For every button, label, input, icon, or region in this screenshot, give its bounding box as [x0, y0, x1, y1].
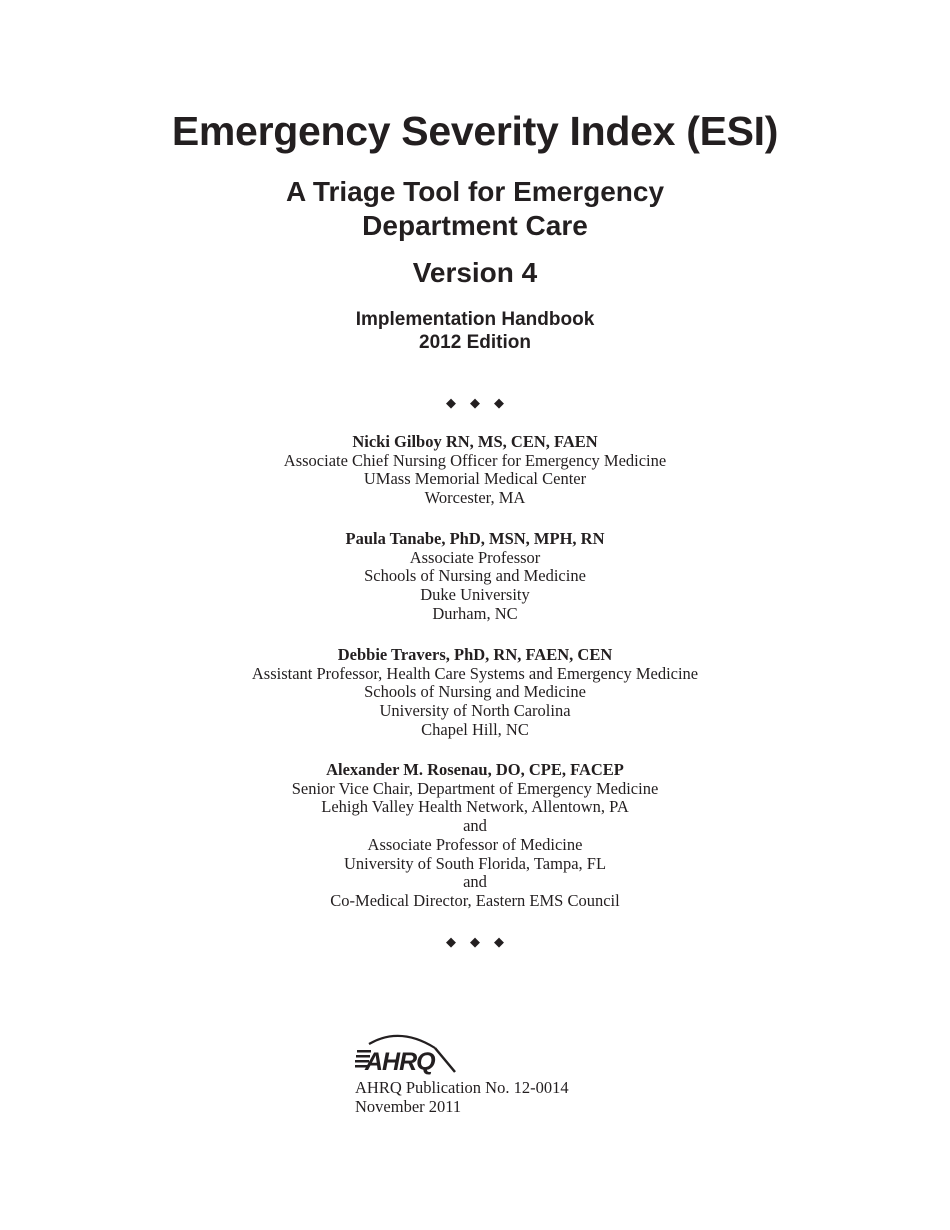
author-name: Nicki Gilboy RN, MS, CEN, FAEN	[352, 432, 598, 451]
author-affiliation: Durham, NC	[432, 603, 518, 623]
handbook-edition	[0, 308, 950, 354]
author-block	[0, 646, 950, 740]
handbook-line: Implementation Handbook	[355, 309, 595, 330]
author-affiliation: Associate Professor of Medicine	[367, 834, 583, 854]
author-name: Paula Tanabe, PhD, MSN, MPH, RN	[345, 529, 605, 548]
publication-date: November 2011	[355, 1097, 462, 1116]
author-affiliation: Schools of Nursing and Medicine	[364, 682, 586, 702]
author-affiliation: and	[463, 816, 487, 836]
author-affiliation: University of South Florida, Tampa, FL	[343, 853, 607, 873]
edition-line: 2012 Edition	[419, 332, 531, 353]
author-affiliation: Lehigh Valley Health Network, Allentown, PA	[321, 797, 629, 817]
author-block	[0, 530, 950, 624]
subtitle-line: Department Care	[362, 210, 588, 241]
author-block	[0, 433, 950, 508]
author-affiliation: Associate Chief Nursing Officer for Emergency Medicine	[283, 450, 667, 470]
author-affiliation: Duke University	[420, 585, 530, 605]
author-affiliation: Schools of Nursing and Medicine	[364, 566, 586, 586]
author-affiliation: Senior Vice Chair, Department of Emergency Medicine	[291, 778, 659, 798]
diamond-separator: ◆◆◆	[446, 395, 518, 410]
author-affiliation: Co-Medical Director, Eastern EMS Council	[330, 890, 620, 910]
publisher-block	[355, 1030, 569, 1116]
document-subtitle	[0, 175, 950, 243]
author-name: Alexander M. Rosenau, DO, CPE, FACEP	[326, 760, 624, 779]
author-name: Debbie Travers, PhD, RN, FAEN, CEN	[337, 645, 613, 664]
author-block	[0, 761, 950, 911]
document-title: Emergency Severity Index (ESI)	[171, 108, 779, 154]
author-affiliation: University of North Carolina	[379, 701, 571, 721]
author-affiliation: Chapel Hill, NC	[421, 719, 529, 739]
author-affiliation: Assistant Professor, Health Care Systems and Emergency Medicine	[251, 663, 699, 683]
author-affiliation: and	[463, 872, 487, 892]
version-label: Version 4	[412, 257, 538, 288]
diamond-separator: ◆◆◆	[446, 934, 518, 949]
ahrq-logo	[355, 1030, 465, 1078]
publication-number: AHRQ Publication No. 12-0014	[355, 1078, 569, 1097]
author-affiliation: UMass Memorial Medical Center	[363, 469, 587, 489]
subtitle-line: A Triage Tool for Emergency	[285, 176, 665, 207]
author-affiliation: Associate Professor	[409, 547, 541, 567]
author-affiliation: Worcester, MA	[424, 488, 526, 508]
svg-text:AHRQ: AHRQ	[365, 1048, 435, 1076]
